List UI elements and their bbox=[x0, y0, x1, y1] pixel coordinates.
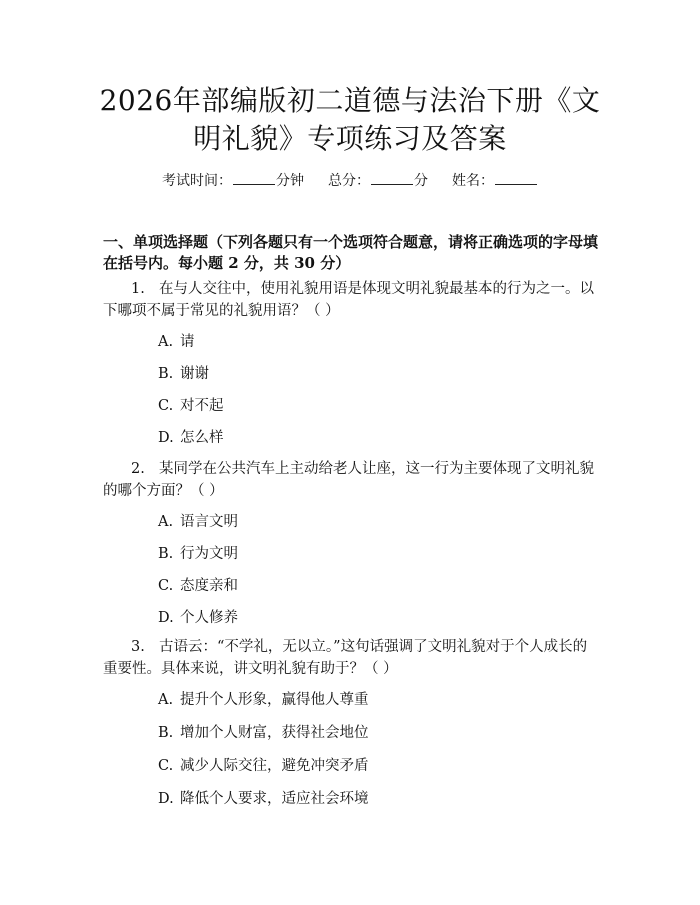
option-item bbox=[158, 396, 224, 416]
option-letter: B. bbox=[158, 366, 174, 382]
option-letter: D. bbox=[158, 791, 174, 807]
question-text: 某同学在公共汽车上主动给老人让座，这一行为主要体现了文明礼貌的哪个方面？（ ） bbox=[103, 461, 594, 499]
question-number: 1. bbox=[131, 281, 145, 297]
section-heading: 一、单项选择题（下列各题只有一个选项符合题意，请将正确选项的字母填在括号内。每小题 2 分，共 30 分） bbox=[103, 233, 599, 272]
exam-time-unit: 分钟 bbox=[276, 173, 304, 189]
option-letter: C. bbox=[158, 758, 174, 774]
option-letter: C. bbox=[158, 398, 174, 414]
question-1 bbox=[103, 278, 599, 322]
option-letter: B. bbox=[158, 546, 174, 562]
option-text: 行为文明 bbox=[180, 546, 238, 562]
option-item bbox=[158, 332, 195, 352]
question-2 bbox=[103, 458, 599, 502]
option-text: 减少人际交往，避免冲突矛盾 bbox=[180, 758, 369, 774]
option-letter: B. bbox=[158, 725, 174, 741]
total-score-unit: 分 bbox=[414, 173, 428, 189]
option-item bbox=[158, 364, 209, 384]
option-item bbox=[158, 576, 238, 596]
option-letter: D. bbox=[158, 610, 174, 626]
option-text: 增加个人财富，获得社会地位 bbox=[180, 725, 369, 741]
option-letter: D. bbox=[158, 430, 174, 446]
option-item bbox=[158, 789, 369, 809]
option-text: 降低个人要求，适应社会环境 bbox=[180, 791, 369, 807]
option-letter: A. bbox=[158, 692, 174, 708]
name-label: 姓名： bbox=[452, 173, 494, 189]
option-item bbox=[158, 512, 238, 532]
option-text: 语言文明 bbox=[180, 514, 238, 530]
option-item bbox=[158, 690, 369, 710]
question-number: 2. bbox=[131, 461, 145, 477]
exam-time-blank bbox=[233, 170, 275, 185]
option-item bbox=[158, 608, 238, 628]
name-blank bbox=[495, 170, 537, 185]
total-score-blank bbox=[371, 170, 413, 185]
option-text: 态度亲和 bbox=[180, 578, 238, 594]
option-text: 个人修养 bbox=[180, 610, 238, 626]
question-text: 在与人交往中，使用礼貌用语是体现文明礼貌最基本的行为之一。以下哪项不属于常见的礼貌用语？（ ） bbox=[103, 281, 594, 319]
option-letter: A. bbox=[158, 334, 174, 350]
option-text: 提升个人形象，赢得他人尊重 bbox=[180, 692, 369, 708]
exam-info-line bbox=[0, 170, 700, 190]
exam-time-label: 考试时间： bbox=[162, 173, 232, 189]
option-text: 怎么样 bbox=[180, 430, 224, 446]
page-title: 2026年部编版初二道德与法治下册《文明礼貌》专项练习及答案 bbox=[99, 84, 601, 155]
option-item bbox=[158, 723, 369, 743]
option-text: 对不起 bbox=[180, 398, 224, 414]
option-text: 谢谢 bbox=[180, 366, 209, 382]
question-text: 古语云：“不学礼，无以立。”这句话强调了文明礼貌对于个人成长的重要性。具体来说，讲文明礼貌有助于？（ ） bbox=[103, 639, 588, 677]
option-letter: A. bbox=[158, 514, 174, 530]
option-item bbox=[158, 428, 224, 448]
question-3 bbox=[103, 636, 599, 680]
option-letter: C. bbox=[158, 578, 174, 594]
option-item bbox=[158, 544, 238, 564]
total-score-label: 总分： bbox=[328, 173, 370, 189]
question-number: 3. bbox=[131, 639, 145, 655]
option-text: 请 bbox=[180, 334, 195, 350]
option-item bbox=[158, 756, 369, 776]
